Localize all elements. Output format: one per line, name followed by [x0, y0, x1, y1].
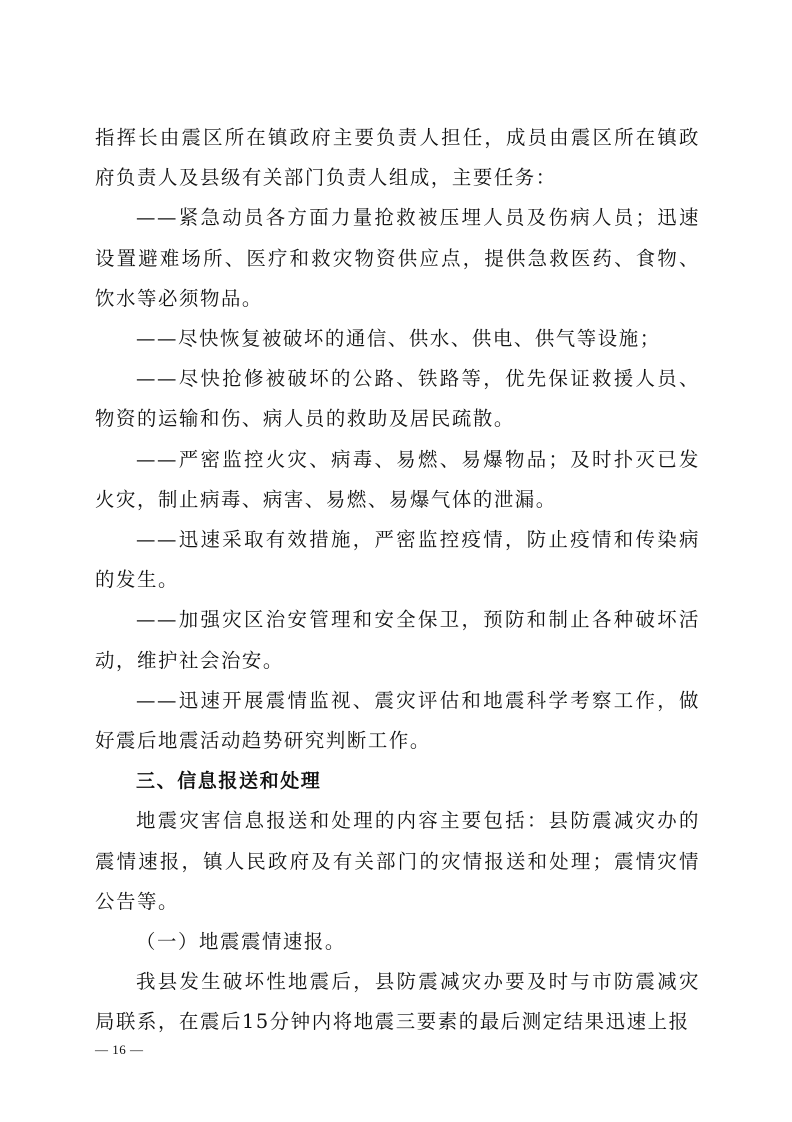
paragraph-report: 我县发生破坏性地震后，县防震减灾办要及时与市防震减灾局联系，在震后15分钟内将地震三要素的最后测定结果迅速上报	[95, 970, 700, 1034]
paragraph-security: ——加强灾区治安管理和安全保卫，预防和制止各种破坏活动，维护社会治安。	[95, 608, 700, 672]
paragraph-fire: ——严密监控火灾、病毒、易燃、易爆物品；及时扑灭已发火灾，制止病毒、病害、易燃、易爆气体的泄漏。	[95, 447, 700, 511]
section-heading: 三、信息报送和处理	[136, 770, 322, 793]
paragraph-info-content: 地震灾害信息报送和处理的内容主要包括：县防震减灾办的震情速报，镇人民政府及有关部门的灾情报送和处理；震情灾情公告等。	[95, 809, 700, 913]
paragraph-roads: ——尽快抢修被破坏的公路、铁路等，优先保证救援人员、物资的运输和伤、病人员的救助及居民疏散。	[95, 367, 700, 431]
paragraph-epidemic: ——迅速采取有效措施，严密监控疫情，防止疫情和传染病的发生。	[95, 528, 700, 592]
subsection-heading: （一）地震震情速报。	[136, 930, 346, 954]
paragraph-monitoring: ——迅速开展震情监视、震灾评估和地震科学考察工作，做好震后地震活动趋势研究判断工作。	[95, 688, 700, 753]
paragraph-utilities: ——尽快恢复被破坏的通信、供水、供电、供气等设施；	[136, 327, 661, 351]
paragraph-task-intro: 指挥长由震区所在镇政府主要负责人担任，成员由震区所在镇政府负责人及县级有关部门负责人组成，主要任务：	[95, 126, 700, 190]
document-body	[95, 118, 700, 1043]
paragraph-rescue: ——紧急动员各方面力量抢救被压埋人员及伤病人员；迅速设置避难场所、医疗和救灾物资供应点，提供急救医药、食物、饮水等必须物品。	[95, 206, 700, 310]
page-number: — 16 —	[95, 1042, 144, 1057]
